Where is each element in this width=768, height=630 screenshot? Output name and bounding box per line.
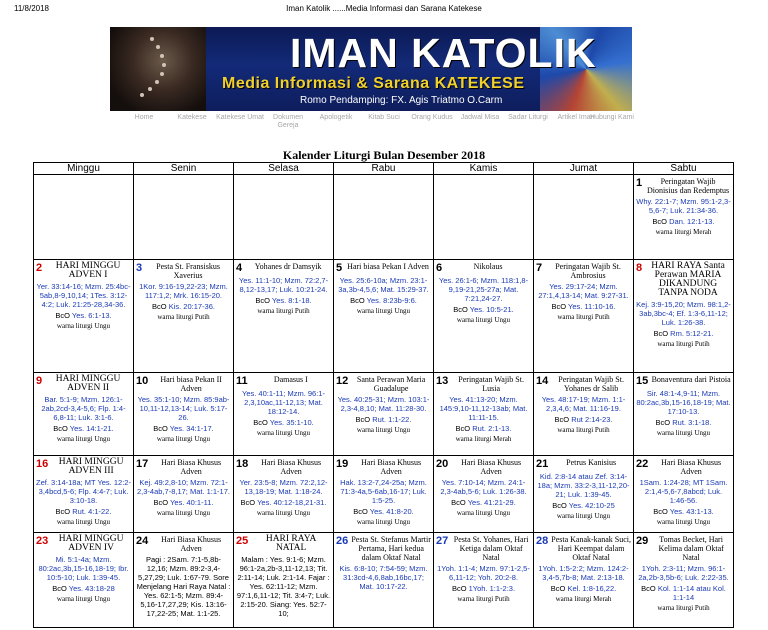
bco-value: Yes. 8:1-18. (271, 296, 312, 305)
nav-hubungi-kami[interactable]: Hubungi Kami (590, 114, 634, 121)
liturgical-color: warna liturgi Ungu (156, 509, 211, 517)
liturgical-color: warna liturgi Merah (455, 435, 512, 443)
liturgical-color: warna liturgi Ungu (56, 322, 111, 330)
day-cell-empty (334, 175, 434, 260)
nav-dokumen-gereja[interactable]: Dokumen Gereja (273, 114, 303, 129)
day-cell (334, 373, 434, 456)
liturgical-color: warna liturgi Ungu (456, 316, 511, 324)
day-number: 17 (136, 458, 149, 470)
day-number: 24 (136, 535, 149, 547)
feast-name: HARI MINGGU ADVEN III (58, 457, 124, 476)
day-cell (34, 456, 134, 533)
bco-reading (536, 501, 631, 510)
bco-label: BcO (455, 424, 471, 433)
readings: Yes. 40:1-11; Mzm. 96:1-2,3,10ac,11-12,13; Mat. 18:12-14. (242, 389, 325, 416)
readings: Mi. 5:1-4a; Mzm. 80:2ac,3b,15-16,18-19; Ibr. 10:5-10; Luk. 1:39-45. (38, 555, 129, 582)
bco-label: BcO (552, 501, 567, 510)
feast-name: Petrus Kanisius (566, 458, 617, 467)
day-cell (534, 533, 634, 628)
bco-value: Rut. 1:1-22. (372, 415, 412, 424)
liturgical-color: warna liturgi Ungu (456, 509, 511, 517)
nav-jadwal-misa[interactable]: Jadwal Misa (460, 114, 500, 121)
readings: Pagi : 2Sam. 7:1-5,8b-12,16; Mzm. 89:2-3,4-5,27,29; Luk. 1:67-79. Sore Menjelang Hari Raya Natal : Yes. 62:1-5; Mzm. 89:4-5,16-17,27,29; Kis. 13:16-17,22-25; Mat. 1:1-25. (136, 555, 231, 618)
bco-reading (36, 311, 131, 320)
readings: Zef. 3:14-18a; MT Yes. 12:2-3,4bcd,5-6; Flp. 4:4-7; Luk. 3:10-18. (36, 478, 131, 505)
liturgical-color: warna liturgi Ungu (56, 435, 111, 443)
day-header-sabtu: Sabtu (634, 163, 734, 175)
day-number: 22 (636, 458, 649, 470)
feast-name: Santa Perawan Maria Guadalupe (356, 375, 426, 393)
bco-value: Yes. 6:1-13. (71, 311, 112, 320)
day-number: 21 (536, 458, 549, 470)
liturgical-color: warna liturgi Ungu (656, 429, 711, 437)
day-header-rabu: Rabu (334, 163, 434, 175)
bco-reading (236, 418, 331, 427)
feast-name: Hari Biasa Khusus Adven (161, 535, 222, 553)
day-cell (34, 373, 134, 456)
day-number: 5 (336, 262, 343, 274)
bco-value: Rut. 4:1-22. (72, 507, 112, 516)
bco-label: BcO (641, 584, 656, 593)
day-cell (34, 533, 134, 628)
day-cell (434, 456, 534, 533)
bco-reading (436, 424, 531, 433)
day-cell (134, 533, 234, 628)
day-number: 20 (436, 458, 449, 470)
feast-name: HARI RAYA Santa Perawan MARIA DIKANDUNG TANPA NODA (651, 261, 725, 298)
bco-label: BcO (55, 311, 70, 320)
feast-name: Hari Biasa Khusus Adven (661, 458, 722, 476)
bco-reading (336, 296, 431, 305)
feast-name: Pesta St. Fransiskus Xaverius (156, 262, 220, 280)
readings: 1Yoh. 1:1-4; Mzm. 97:1-2,5-6,11-12; Yoh. 20:2-8. (437, 564, 530, 582)
day-header-kamis: Kamis (434, 163, 534, 175)
bco-label: BcO (451, 498, 466, 507)
day-cell (634, 175, 734, 260)
liturgical-color: warna liturgi Ungu (656, 518, 711, 526)
day-cell (34, 260, 134, 373)
feast-name: HARI MINGGU ADVEN I (55, 261, 121, 280)
bco-label: BcO (353, 507, 368, 516)
day-cell (134, 373, 234, 456)
week-row-2 (34, 260, 734, 373)
bco-reading (436, 305, 531, 314)
day-cell-empty (534, 175, 634, 260)
print-title: Iman Katolik ......Media Informasi dan Sarana Katekese (286, 4, 482, 13)
bco-reading (536, 584, 631, 593)
bco-reading (36, 424, 131, 433)
bco-reading (336, 415, 431, 424)
day-cell (434, 373, 534, 456)
day-number: 1 (636, 177, 643, 189)
bco-reading (636, 418, 731, 427)
liturgical-color: warna liturgi Ungu (56, 518, 111, 526)
readings: Yes. 26:1-6; Mzm. 118:1,8-9,19-21,25-27a; Mat. 7:21,24-27. (438, 276, 529, 303)
bco-reading (436, 498, 531, 507)
day-number: 15 (636, 375, 649, 387)
bco-reading (136, 424, 231, 433)
bco-value: Rut 2:14-23. (571, 415, 613, 424)
site-tagline: Media Informasi & Sarana KATEKESE (222, 75, 525, 92)
week-row-5 (34, 533, 734, 628)
week-row-4 (34, 456, 734, 533)
day-number: 3 (136, 262, 143, 274)
readings: Hak. 13:2-7,24-25a; Mzm. 71:3-4a,5-6ab,16-17; Luk. 1:5-25. (340, 478, 427, 505)
bco-label: BcO (551, 302, 567, 311)
liturgical-color: warna liturgi Ungu (556, 512, 611, 520)
feast-name: Hari biasa Pekan II Adven (160, 375, 222, 393)
day-number: 26 (336, 535, 349, 547)
bco-value: Kol. 1:1-14 atau Kol. 1:1-14 (657, 584, 726, 602)
liturgical-color: warna liturgi Ungu (356, 518, 411, 526)
readings: Kej. 3:9-15,20; Mzm. 98:1,2-3ab,3bc-4; Ef. 1:3-6,11-12; Luk. 1:26-38. (636, 300, 731, 327)
day-cell (234, 456, 334, 533)
day-number: 23 (36, 535, 49, 547)
feast-name: Damasus I (273, 375, 308, 384)
bco-reading (136, 498, 231, 507)
day-cell (234, 533, 334, 628)
feast-name: HARI MINGGU ADVEN IV (58, 534, 124, 553)
feast-name: HARI MINGGU ADVEN II (55, 374, 121, 393)
liturgical-color: warna liturgi Putih (557, 313, 610, 321)
bco-value: Yes. 11:10-16. (568, 302, 616, 311)
bco-value: Yes. 41:8-20. (369, 507, 414, 516)
week-row-1 (34, 175, 734, 260)
liturgical-color: warna liturgi Putih (457, 595, 510, 603)
bco-reading (436, 584, 531, 593)
day-cell (334, 260, 434, 373)
bco-value: Rut. 2:1-13. (472, 424, 512, 433)
bco-value: Yes. 41:21-29. (467, 498, 516, 507)
readings: Kis. 6:8-10; 7:54-59; Mzm. 31:3cd-4,6,8ab,16bc,17; Mat. 10:17-22. (339, 564, 428, 591)
bco-value: Yes. 14:1-21. (69, 424, 114, 433)
feast-name: Peringatan Wajib St. Ambrosius (555, 262, 621, 280)
nav-home[interactable]: Home (134, 114, 154, 121)
day-cell (434, 260, 534, 373)
day-number: 28 (536, 535, 549, 547)
day-cell (534, 373, 634, 456)
bco-value: Rm. 5:12-21. (670, 329, 714, 338)
readings: Yes. 29:17-24; Mzm. 27:1,4,13-14; Mat. 9:27-31. (538, 282, 629, 300)
liturgical-color: warna liturgi Ungu (356, 426, 411, 434)
nav-orang-kudus[interactable]: Orang Kudus (411, 114, 453, 121)
readings: Yes. 11:1-10; Mzm. 72:2,7-8,12-13,17; Luk. 10:21-24. (238, 276, 329, 294)
day-cell (634, 260, 734, 373)
bco-value: Kis. 20:17-36. (168, 302, 215, 311)
feast-name: Hari biasa Pekan I Adven (347, 262, 429, 271)
day-number: 8 (636, 262, 643, 274)
day-number: 13 (436, 375, 449, 387)
day-header-senin: Senin (134, 163, 234, 175)
day-cell (134, 260, 234, 373)
feast-name: Yohanes dr Damsyik (254, 262, 322, 271)
liturgical-color: warna liturgi Merah (555, 595, 612, 603)
day-cell (234, 373, 334, 456)
bco-label: BcO (453, 305, 468, 314)
day-number: 19 (336, 458, 349, 470)
bco-label: BcO (152, 302, 167, 311)
readings: Yes. 40:25-31; Mzm. 103:1-2,3-4,8,10; Mat. 11:28-30. (337, 395, 430, 413)
rosary-photo (110, 27, 206, 111)
day-number: 14 (536, 375, 549, 387)
readings: 1Yoh. 1:5-2:2; Mzm. 124:2-3,4-5,7b-8; Mat. 2:13-18. (538, 564, 629, 582)
feast-name: Tomas Becket, Hari Kelima dalam Oktaf Natal (658, 535, 724, 562)
liturgical-color: warna liturgi Putih (157, 313, 210, 321)
bco-label: BcO (554, 415, 570, 424)
main-nav (110, 114, 632, 138)
bco-value: 1Yoh. 1:1-2:3. (468, 584, 516, 593)
print-date: 11/8/2018 (14, 4, 49, 13)
readings: 1Yoh. 2:3-11; Mzm. 96:1-2a,2b-3,5b-6; Luk. 2:22-35. (638, 564, 729, 582)
day-number: 7 (536, 262, 543, 274)
bco-label: BcO (451, 584, 467, 593)
liturgical-color: warna liturgi Ungu (256, 509, 311, 517)
readings: Yes. 35:1-10; Mzm. 85:9ab-10,11-12,13-14; Luk. 5:17-26. (137, 395, 230, 422)
readings: Yes. 7:10-14; Mzm. 24:1-2,3-4ab,5-6; Luk. 1:26-38. (440, 478, 527, 496)
bco-reading (36, 584, 131, 593)
feast-name: Hari Biasa Khusus Adven (361, 458, 422, 476)
bco-label: BcO (53, 424, 68, 433)
feast-name: Nikolaus (473, 262, 503, 271)
readings: Malam : Yes. 9:1-6; Mzm. 96:1-2a,2b-3,11-12,13; Tit. 2:11-14; Luk. 2:1-14. Fajar : Yes. 62:11-12; Mzm. 97:1,6,11-12; Tit. 3:4-7; Luk. 2:15-20. Siang: Yes. 52:7-10; (236, 555, 331, 618)
bco-value: Yes. 10:5-21. (469, 305, 514, 314)
feast-name: Hari Biasa Khusus Adven (461, 458, 522, 476)
day-number: 16 (36, 458, 49, 470)
bco-reading (336, 507, 431, 516)
bco-label: BcO (653, 329, 669, 338)
feast-name: Peringatan Wajib Dionisius dan Redemptus (646, 177, 730, 195)
day-cell-empty (134, 175, 234, 260)
readings: Yes. 41:13-20; Mzm. 145:9,10-11,12-13ab; Mat. 11:11-15. (439, 395, 528, 422)
liturgical-calendar (33, 162, 734, 628)
liturgical-color: warna liturgi Ungu (256, 429, 311, 437)
bco-label: BcO (255, 296, 270, 305)
bco-label: BcO (52, 584, 67, 593)
bco-label: BcO (350, 296, 365, 305)
bco-reading (536, 415, 631, 424)
readings: Yer. 23:5-8; Mzm. 72:2,12-13,18-19; Mat. 1:18-24. (239, 478, 328, 496)
page-header (0, 0, 768, 16)
readings: Why. 22:1-7; Mzm. 95:1-2,3-5,6-7; Luk. 21:34-36. (636, 197, 731, 215)
calendar-day-headers (34, 163, 734, 175)
day-number: 9 (36, 375, 43, 387)
day-number: 11 (236, 375, 248, 387)
calendar-title: Kalender Liturgi Bulan Desember 2018 (282, 148, 486, 162)
bco-value: Yes. 43:18-28 (68, 584, 115, 593)
bco-label: BcO (253, 418, 268, 427)
readings: Kej. 49:2,8-10; Mzm. 72:1-2,3-4ab,7-8,17; Mat. 1:1-17. (137, 478, 230, 496)
bco-value: Yes. 35:1-10. (269, 418, 314, 427)
day-cell (634, 456, 734, 533)
liturgical-color: warna liturgi Putih (657, 340, 710, 348)
bco-label: BcO (153, 424, 168, 433)
readings: Kid. 2:8-14 atau Zef. 3:14-18a; Mzm. 33:2-3,11-12,20-21; Luk. 1:39-45. (537, 472, 630, 499)
bco-value: Yes. 40:12-18,21-31. (257, 498, 327, 507)
bco-reading (36, 507, 131, 516)
liturgical-color: warna liturgi Putih (557, 426, 610, 434)
liturgical-color: warna liturgi Merah (655, 228, 712, 236)
bco-label: BcO (153, 498, 169, 507)
readings: Sir. 48:1-4,9-11; Mzm. 80:2ac,3b,15-16,18-19; Mat. 17:10-13. (636, 389, 731, 416)
bco-reading (236, 296, 331, 305)
nav-sadar-liturgi[interactable]: Sadar Liturgi (508, 114, 548, 121)
day-number: 18 (236, 458, 249, 470)
readings: Yes. 25:6-10a; Mzm. 23:1-3a,3b-4,5,6; Mat. 15:29-37. (338, 276, 429, 294)
bco-label: BcO (652, 217, 668, 226)
day-number: 27 (436, 535, 449, 547)
day-cell-empty (434, 175, 534, 260)
day-cell (334, 533, 434, 628)
day-number: 2 (36, 262, 43, 274)
day-cell (634, 533, 734, 628)
feast-name: Bonaventura dari Pistoia (651, 375, 731, 384)
bco-reading (636, 329, 731, 338)
nav-katekese-umat[interactable]: Katekese Umat (216, 114, 264, 121)
bco-reading (536, 302, 631, 311)
readings: 1Sam. 1:24-28; MT 1Sam. 2:1,4-5,6-7,8abcd; Luk. 1:46-56. (639, 478, 728, 505)
feast-name: Peringatan Wajib St. Yohanes dr Salib (558, 375, 624, 393)
nav-apologetik[interactable]: Apologetik (319, 114, 353, 121)
feast-name: Pesta St. Stefanus Martir Pertama, Hari kedua dalam Oktaf Natal (351, 535, 431, 562)
day-cell-empty (34, 175, 134, 260)
feast-name: Pesta St. Yohanes, Hari Ketiga dalam Oktaf Natal (453, 535, 529, 562)
day-number: 6 (436, 262, 443, 274)
day-cell (334, 456, 434, 533)
nav-katekese[interactable]: Katekese (177, 114, 207, 121)
day-number: 25 (236, 535, 249, 547)
liturgical-color: warna liturgi Putih (257, 307, 310, 315)
day-cell (534, 260, 634, 373)
bco-label: BcO (655, 418, 671, 427)
day-cell (234, 260, 334, 373)
day-cell (434, 533, 534, 628)
liturgical-color: warna liturgi Ungu (56, 595, 111, 603)
readings: Yes. 48:17-19; Mzm. 1:1-2,3,4,6; Mat. 11:16-19. (541, 395, 626, 413)
bco-value: Kel. 1:8-16,22. (567, 584, 617, 593)
bco-reading (636, 584, 731, 602)
romo-pendamping: Romo Pendamping: FX. Agis Triatmo O.Carm (300, 95, 503, 106)
site-logo: IMAN KATOLIK (290, 30, 597, 76)
feast-name: Pesta Kanak-kanak Suci, Hari Keempat dalam Oktaf Natal (551, 535, 632, 562)
day-header-minggu: Minggu (34, 163, 134, 175)
liturgical-color: warna liturgi Ungu (156, 435, 211, 443)
readings: Bar. 5:1-9; Mzm. 126:1-2ab,2cd-3,4-5,6; Flp. 1:4-6,8-11; Luk. 3:1-6. (41, 395, 126, 422)
bco-label: BcO (550, 584, 566, 593)
day-number: 10 (136, 375, 149, 387)
readings: Yer. 33:14-16; Mzm. 25:4bc-5ab,8-9,10,14; 1Tes. 3:12-4:2; Luk. 21:25-28,34-36. (36, 282, 131, 309)
feast-name: HARI RAYA NATAL (265, 534, 317, 553)
readings: 1Kor. 9:16-19,22-23; Mzm. 117:1,2; Mrk. 16:15-20. (139, 282, 228, 300)
bco-value: Yes. 8:23b-9:6. (366, 296, 417, 305)
day-cell (534, 456, 634, 533)
bco-reading (636, 507, 731, 516)
day-number: 29 (636, 535, 649, 547)
week-row-3 (34, 373, 734, 456)
nav-artikel-iman[interactable]: Artikel Iman (557, 114, 595, 121)
bco-value: Rut. 3:1-18. (672, 418, 712, 427)
bco-value: Dan. 12:1-13. (669, 217, 715, 226)
nav-kitab-suci[interactable]: Kitab Suci (368, 114, 400, 121)
bco-label: BcO (240, 498, 256, 507)
day-header-selasa: Selasa (234, 163, 334, 175)
bco-reading (136, 302, 231, 311)
bco-value: Yes. 40:1-11. (170, 498, 214, 507)
feast-name: Peringatan Wajib St. Lusia (458, 375, 524, 393)
day-cell (634, 373, 734, 456)
day-header-jumat: Jumat (534, 163, 634, 175)
bco-reading (636, 217, 731, 226)
liturgical-color: warna liturgi Putih (657, 604, 710, 612)
feast-name: Hari Biasa Khusus Adven (161, 458, 222, 476)
day-cell-empty (234, 175, 334, 260)
bco-label: BcO (355, 415, 371, 424)
day-cell (134, 456, 234, 533)
day-number: 4 (236, 262, 243, 274)
bco-value: Yes. 34:1-17. (169, 424, 214, 433)
bco-label: BcO (653, 507, 668, 516)
bco-reading (236, 498, 331, 507)
bco-value: Yes. 43:1-13. (669, 507, 714, 516)
bco-label: BcO (55, 507, 71, 516)
feast-name: Hari Biasa Khusus Adven (261, 458, 322, 476)
bco-value: Yes. 42:10-25 (568, 501, 615, 510)
site-banner[interactable] (110, 27, 632, 111)
liturgical-color: warna liturgi Ungu (356, 307, 411, 315)
day-number: 12 (336, 375, 349, 387)
